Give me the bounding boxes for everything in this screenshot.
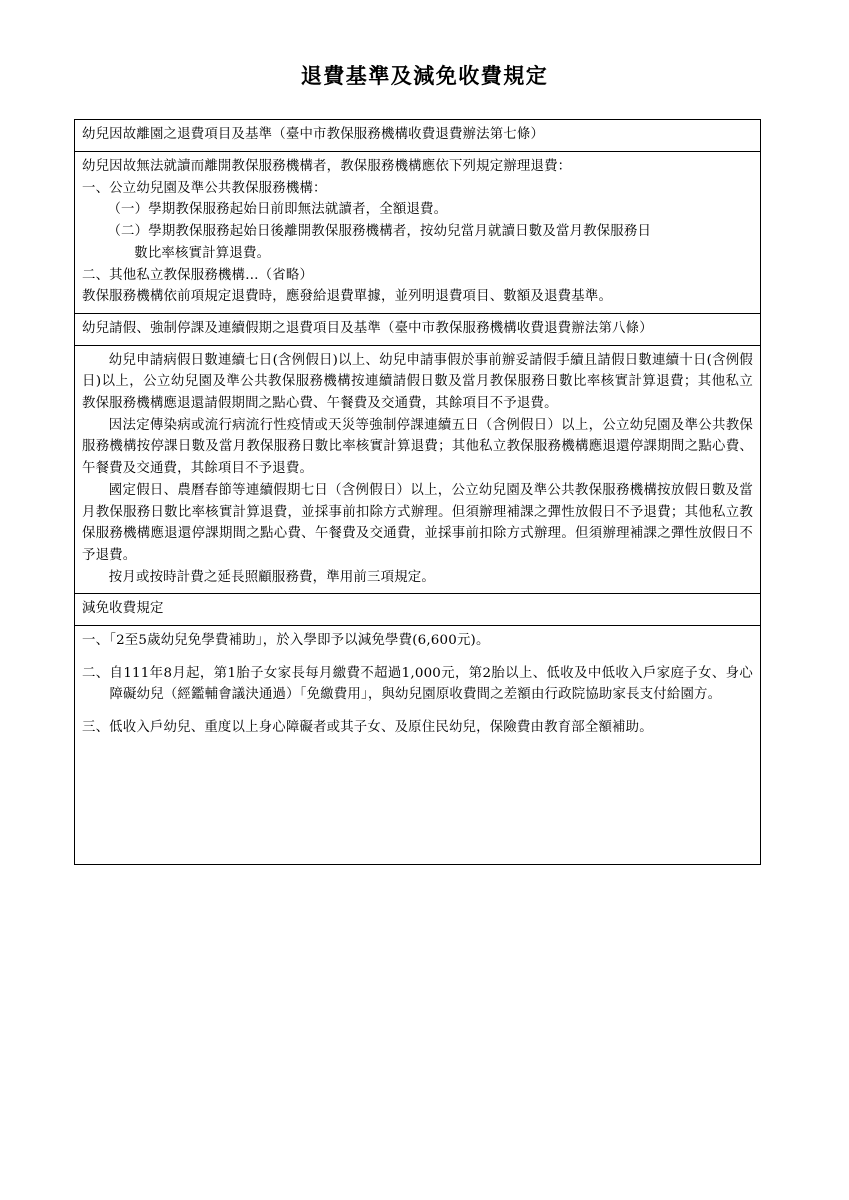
list-item: 一、「2至5歲幼兒免學費補助」，於入學即予以減免學費(6,600元)。 xyxy=(82,633,490,649)
paragraph: 因法定傳染病或流行病流行性疫情或天災等強制停課連續五日（含例假日）以上，公立幼兒園及準公共教保服務機構按停課日數及當月教保服務日數比率核實計算退費；其他私立教保服務機構應退還停課期間之點心費、午餐費及交通費，其餘項目不予退費。 xyxy=(82,417,753,477)
body-line: （二）學期教保服務起始日後離開教保服務機構者，按幼兒當月就讀日數及當月教保服務日 xyxy=(107,224,652,240)
fee-reduction-item-1 xyxy=(75,626,761,865)
paragraph: 國定假日、農曆春節等連續假期七日（含例假日）以上，公立幼兒園及準公共教保服務機構按放假日數及當月教保服務日數比率核實計算退費，並採事前扣除方式辦理。但須辦理補課之彈性放假日不予退費；其他私立教保服務機構應退還停課期間之點心費、午餐費及交通費，並採事前扣除方式辦理。但須辦理補課之彈性放假日不予退費。 xyxy=(82,482,753,563)
body-line: 數比率核實計算退費。 xyxy=(134,245,271,261)
table-row xyxy=(75,120,761,152)
table-row xyxy=(75,345,761,594)
page-title: 退費基準及減免收費規定 xyxy=(300,63,549,88)
body-line: 一、公立幼兒園及準公共教保服務機構： xyxy=(82,180,327,196)
table-row xyxy=(75,152,761,314)
body-line: 教保服務機構依前項規定退費時，應發給退費單據，並列明退費項目、數額及退費基準。 xyxy=(82,289,613,305)
body-line: 二、其他私立教保服務機構…（省略） xyxy=(82,267,314,283)
regulations-table xyxy=(74,119,761,865)
spacer xyxy=(82,652,753,663)
table-row xyxy=(75,594,761,626)
spacer xyxy=(82,706,753,717)
empty-area xyxy=(82,739,753,859)
body-line: 幼兒因故無法就讀而離開教保服務機構者，教保服務機構應依下列規定辦理退費： xyxy=(82,159,572,174)
table-row xyxy=(75,313,761,345)
section-body-leave-suspension-refund xyxy=(75,345,761,594)
section-heading-leave-suspension-refund: 幼兒請假、強制停課及連續假期之退費項目及基準（臺中市教保服務機構收費退費辦法第八條） xyxy=(75,313,761,345)
list-item: 三、低收入戶幼兒、重度以上身心障礙者或其子女、及原住民幼兒，保險費由教育部全額補助。 xyxy=(82,720,653,736)
table-row xyxy=(75,626,761,865)
body-line: （一）學期教保服務起始日前即無法就讀者，全額退費。 xyxy=(107,202,448,218)
paragraph: 幼兒申請病假日數連續七日(含例假日)以上、幼兒申請事假於事前辦妥請假手續且請假日數連續十日(含例假日)以上，公立幼兒園及準公共教保服務機構按連續請假日數及當月教保服務日數比率核實計算退費；其他私立教保服務機構應退還請假期間之點心費、午餐費及交通費，其餘項目不予退費。 xyxy=(82,352,753,412)
section-heading-fee-reduction: 減免收費規定 xyxy=(75,594,761,626)
list-item: 二、自111年8月起，第1胎子女家長每月繳費不超過1,000元，第2胎以上、低收及中低收入戶家庭子女、身心障礙幼兒（經鑑輔會議決通過）「免繳費用」，與幼兒園原收費間之差額由行政院協助家長支付給園方。 xyxy=(82,665,753,703)
section-heading-leave-school-refund: 幼兒因故離園之退費項目及基準（臺中市教保服務機構收費退費辦法第七條） xyxy=(75,120,761,152)
paragraph: 按月或按時計費之延長照顧服務費，準用前三項規定。 xyxy=(108,569,435,585)
section-body-leave-school-refund xyxy=(75,152,761,314)
regulations-table-wrapper xyxy=(74,119,761,865)
